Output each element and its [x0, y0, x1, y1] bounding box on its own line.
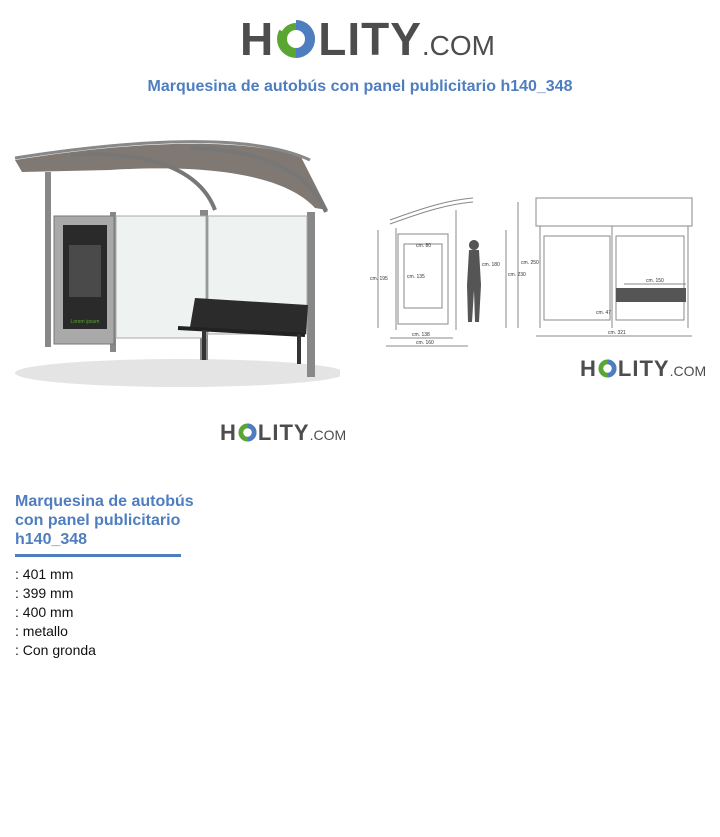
logo-domain: .COM — [421, 30, 496, 61]
dim-label-250: cm. 250 — [521, 260, 539, 266]
logo-letter-h: H — [220, 420, 237, 445]
logo-o-icon — [598, 359, 617, 378]
page-title: Marquesina de autobús con panel publicitario h140_348 — [147, 78, 573, 95]
dim-label-135: cm. 135 — [407, 274, 425, 280]
dim-label-230: cm. 230 — [508, 272, 526, 278]
ad-panel-label: Lorem ipsum — [70, 319, 100, 325]
spec-list — [15, 565, 96, 660]
spec-item: : 399 mm — [15, 585, 74, 601]
dim-label-195: cm. 195 — [370, 276, 388, 282]
logo-letter-h: H — [580, 356, 597, 381]
logo-letters-lity: LITY — [257, 420, 310, 445]
spec-item: : metallo — [15, 623, 68, 639]
dim-label-150: cm. 150 — [646, 278, 664, 284]
holity-logo-watermark — [220, 420, 346, 446]
bus-shelter-photo — [10, 130, 340, 392]
product-title: Marquesina de autobús con panel publicitario h140_348 — [15, 493, 194, 548]
dim-label-47: cm. 47 — [596, 310, 612, 316]
logo-letters-lity: LITY — [617, 356, 670, 381]
spec-item: : 400 mm — [15, 604, 74, 620]
logo-domain: .COM — [669, 363, 707, 379]
technical-drawing — [368, 190, 708, 350]
logo-domain: .COM — [309, 427, 347, 443]
dim-label-160: cm. 160 — [416, 340, 434, 346]
spec-item: : 401 mm — [15, 566, 74, 582]
dim-label-138: cm. 138 — [412, 332, 430, 338]
dim-label-180: cm. 180 — [482, 262, 500, 268]
holity-logo-small — [580, 356, 706, 382]
logo-o-icon — [238, 423, 257, 442]
title-underline — [15, 554, 181, 557]
dim-label-321: cm. 321 — [608, 330, 626, 336]
logo-letter-h: H — [240, 13, 275, 65]
logo-o-icon — [276, 19, 316, 59]
holity-logo[interactable] — [240, 14, 495, 64]
dim-label-80: cm. 80 — [416, 243, 432, 249]
spec-item: : Con gronda — [15, 642, 96, 658]
logo-letters-lity: LITY — [318, 13, 422, 65]
